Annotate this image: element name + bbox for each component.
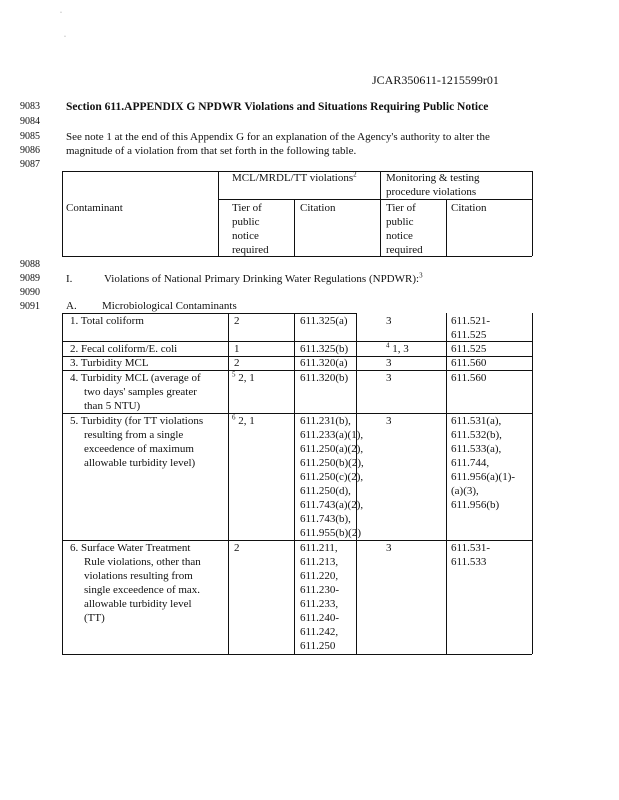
line-number: 9087 — [20, 159, 40, 170]
scan-mark-2: · — [64, 34, 66, 40]
line-number: 9084 — [20, 116, 40, 127]
row-3-citation2: 611.560 — [451, 357, 487, 369]
row-1-contaminant: 1. Total coliform — [70, 315, 144, 327]
table-col-divider — [228, 313, 229, 654]
row-5-contaminant: 5. Turbidity (for TT violations resulting from a single exceedence of maximum allowable turbidity level) — [70, 415, 204, 469]
row-3-tier1: 2 — [234, 357, 240, 369]
row-6-citation2: 611.531- 611.533 — [451, 542, 491, 568]
row-1-citation1: 611.325(a) — [300, 315, 348, 327]
header-group-mcl: MCL/MRDL/TT violations$^2$ — [232, 170, 357, 184]
row-4-citation2: 611.560 — [451, 372, 487, 384]
line-number: 9089 — [20, 273, 40, 284]
document-id: JCAR350611-1215599r01 — [372, 73, 499, 87]
row-6-tier1: 2 — [234, 542, 240, 554]
header-subrule — [218, 199, 532, 200]
header-col-divider — [380, 171, 381, 256]
table-left-border — [62, 313, 63, 654]
subheading-text: Microbiological Contaminants — [102, 300, 237, 312]
line-number: 9086 — [20, 145, 40, 156]
line-number: 9085 — [20, 131, 40, 142]
part-number: I. — [66, 273, 73, 285]
row-2-tier1: 1 — [234, 343, 240, 355]
header-citation2: Citation — [451, 202, 487, 214]
table-col-divider — [294, 313, 295, 654]
line-number: 9083 — [20, 101, 40, 112]
header-bottom-rule — [62, 256, 532, 257]
header-group-monitoring: Monitoring & testing procedure violations — [386, 172, 480, 198]
row-4-citation1: 611.320(b) — [300, 372, 349, 384]
header-contaminant: Contaminant — [66, 202, 123, 214]
row-4-tier1: $^5$ 2, 1 — [232, 370, 255, 384]
section-title: Section 611.APPENDIX G NPDWR Violations and Situations Requiring Public Notice — [66, 101, 489, 113]
row-6-contaminant: 6. Surface Water Treatment Rule violations, other than violations resulting from single exceedence of max. allowable turbidity level (TT) — [70, 542, 201, 624]
header-right-border — [532, 171, 533, 256]
row-4-tier2: 3 — [386, 372, 392, 384]
header-col-divider — [446, 199, 447, 256]
row-3-tier2: 3 — [386, 357, 392, 369]
row-5-citation2: 611.531(a), 611.532(b), 611.533(a), 611.744, 611.956(a)(1)- (a)(3), 611.956(b) — [451, 415, 516, 511]
row-1-tier2: 3 — [386, 315, 392, 327]
table-right-border — [532, 313, 533, 654]
line-number: 9091 — [20, 301, 40, 312]
row-6-tier2: 3 — [386, 542, 392, 554]
table-bottom-rule — [62, 654, 532, 655]
row-2-citation2: 611.525 — [451, 343, 487, 355]
header-col-divider — [218, 171, 219, 256]
header-col-divider — [294, 199, 295, 256]
row-4-contaminant: 4. Turbidity MCL (average of two days' samples greater than 5 NTU) — [70, 372, 201, 412]
row-2-contaminant: 2. Fecal coliform/E. coli — [70, 343, 178, 355]
row-3-contaminant: 3. Turbidity MCL — [70, 357, 149, 369]
row-1-citation2: 611.521- 611.525 — [451, 315, 491, 341]
intro-line-1: See note 1 at the end of this Appendix G for an explanation of the Agency's authority to alter the — [66, 131, 490, 143]
row-5-tier2: 3 — [386, 415, 392, 427]
row-1-tier1: 2 — [234, 315, 240, 327]
row-6-citation1: 611.211, 611.213, 611.220, 611.230- 611.233, 611.240- 611.242, 611.250 — [300, 542, 340, 652]
table-col-divider — [446, 313, 447, 654]
part-heading: Violations of National Primary Drinking Water Regulations (NPDWR):$^3$ — [104, 271, 423, 285]
row-2-tier2: $^4$ 1, 3 — [386, 341, 409, 355]
intro-line-2: magnitude of a violation from that set forth in the following table. — [66, 145, 357, 157]
row-2-citation1: 611.325(b) — [300, 343, 349, 355]
line-number: 9090 — [20, 287, 40, 298]
header-left-border — [62, 171, 63, 256]
subheading-letter: A. — [66, 300, 77, 312]
header-tier1: Tier of public notice required — [232, 202, 269, 256]
row-5-tier1: $^6$ 2, 1 — [232, 413, 255, 427]
header-citation1: Citation — [300, 202, 336, 214]
line-number: 9088 — [20, 259, 40, 270]
row-3-citation1: 611.320(a) — [300, 357, 348, 369]
row-5-citation1: 611.231(b), 611.233(a)(1), 611.250(a)(2), 611.250(b)(2), 611.250(c)(2), 611.250(d), 611.743(a)(2), 611.743(b), 611.955(b)(2) — [300, 415, 364, 539]
header-tier2: Tier of public notice required — [386, 202, 423, 256]
scan-mark-1: · — [60, 10, 62, 16]
